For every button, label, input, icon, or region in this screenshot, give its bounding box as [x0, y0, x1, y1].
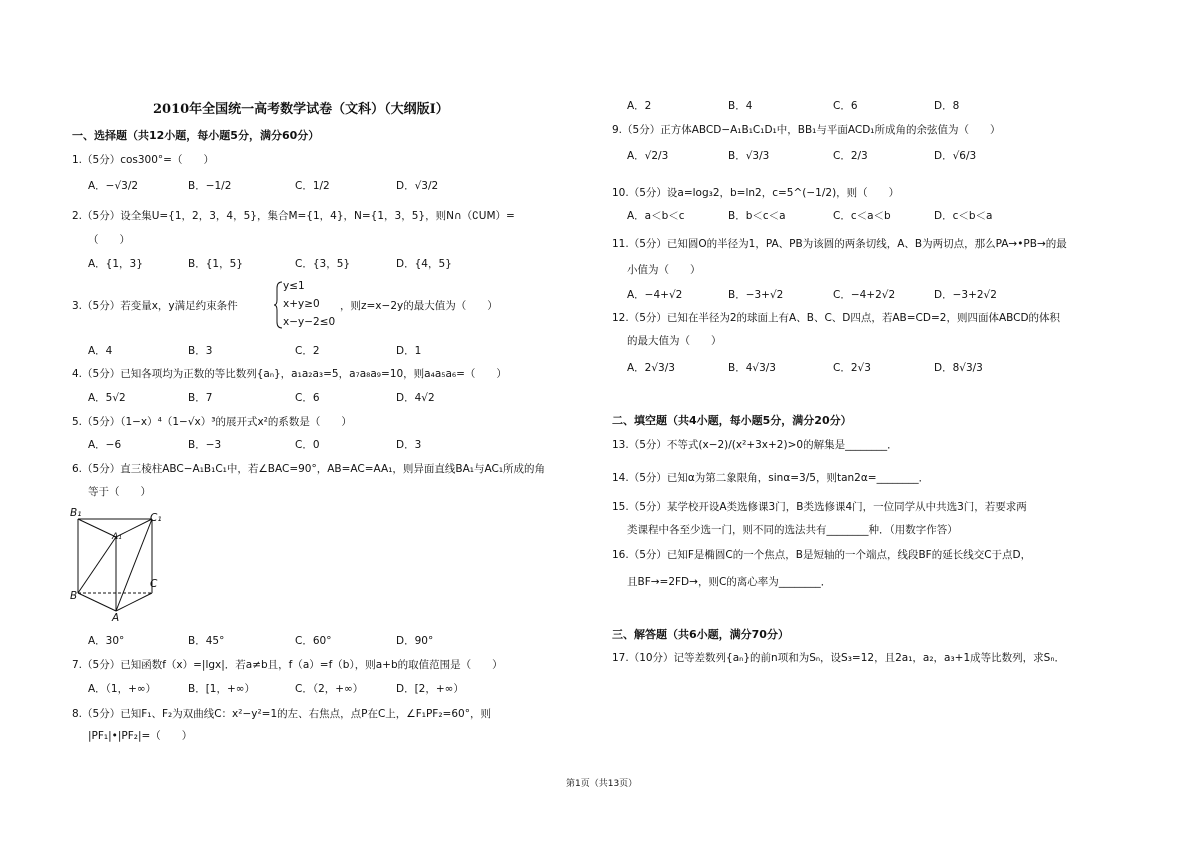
q5-option-d: D．3: [396, 439, 422, 451]
constraint-1: y≤1: [283, 280, 305, 292]
q12-option-d: D．8√3/3: [934, 362, 983, 374]
question-2-stem: 2.（5分）设全集U={1，2，3，4，5}，集合M={1，4}，N={1，3，5}，则N∩（∁UM）=: [72, 210, 515, 222]
question-11-stem-cont: 小值为（ ）: [627, 264, 701, 276]
question-13-stem: 13.（5分）不等式(x−2)/(x²+3x+2)>0的解集是________．: [612, 439, 898, 451]
label-c1: C₁: [150, 512, 162, 524]
q4-option-c: C．6: [295, 392, 320, 404]
q3-option-d: D．1: [396, 345, 422, 357]
q5-option-a: A．−6: [88, 439, 122, 451]
q5-option-c: C．0: [295, 439, 320, 451]
q7-option-c: C．（2，+∞）: [295, 683, 364, 695]
q3-option-b: B．3: [188, 345, 213, 357]
q1-option-b: B．−1/2: [188, 180, 232, 192]
q7-option-a: A．（1，+∞）: [88, 683, 157, 695]
question-6-stem-cont: 等于（ ）: [88, 486, 151, 498]
q4-option-d: D．4√2: [396, 392, 435, 404]
question-15-stem-cont: 类课程中各至少选一门，则不同的选法共有________种．（用数字作答）: [627, 524, 958, 536]
q9-option-a: A．√2/3: [627, 150, 669, 162]
label-b1: B₁: [70, 507, 82, 519]
question-14-stem: 14.（5分）已知α为第二象限角，sinα=3/5，则tan2α=________．: [612, 472, 930, 484]
q8-option-b: B．4: [728, 100, 753, 112]
q12-option-b: B．4√3/3: [728, 362, 776, 374]
q12-option-c: C．2√3: [833, 362, 871, 374]
q11-option-d: D．−3+2√2: [934, 289, 997, 301]
q2-option-d: D．{4，5}: [396, 258, 452, 270]
q9-option-c: C．2/3: [833, 150, 868, 162]
question-15-stem: 15.（5分）某学校开设A类选修课3门，B类选修课4门，一位同学从中共选3门，若要求两: [612, 501, 1027, 513]
question-4-stem: 4.（5分）已知各项均为正数的等比数列{aₙ}，a₁a₂a₃=5，a₇a₈a₉=10，则a₄a₅a₆=（ ）: [72, 368, 507, 380]
label-c: C: [150, 578, 158, 590]
q3-option-c: C．2: [295, 345, 320, 357]
question-8-stem-cont: |PF₁|•|PF₂|=（ ）: [88, 730, 193, 742]
section-heading-fill: 二、填空题（共4小题，每小题5分，满分20分）: [612, 414, 852, 427]
q12-option-a: A．2√3/3: [627, 362, 675, 374]
q8-option-d: D．8: [934, 100, 960, 112]
question-9-stem: 9.（5分）正方体ABCD−A₁B₁C₁D₁中，BB₁与平面ACD₁所成角的余弦值为（ ）: [612, 124, 1001, 136]
q11-option-b: B．−3+√2: [728, 289, 784, 301]
q5-option-b: B．−3: [188, 439, 222, 451]
question-17-stem: 17.（10分）记等差数列{aₙ}的前n项和为Sₙ，设S₃=12，且2a₁，a₂，a₃+1成等比数列，求Sₙ．: [612, 652, 1066, 664]
question-16-stem-cont: 且BF→=2FD→，则C的离心率为________．: [627, 576, 832, 588]
label-a: A: [112, 612, 120, 624]
section-heading-choice: 一、选择题（共12小题，每小题5分，满分60分）: [72, 129, 320, 142]
q2-option-a: A．{1，3}: [88, 258, 143, 270]
question-3-stem-end: ，则z=x−2y的最大值为（ ）: [340, 300, 498, 312]
q6-option-b: B．45°: [188, 635, 225, 647]
question-5-stem: 5.（5分）（1−x）⁴（1−√x）³的展开式x²的系数是（ ）: [72, 416, 352, 428]
q10-option-c: C．c＜a＜b: [833, 210, 891, 222]
q6-option-a: A．30°: [88, 635, 125, 647]
constraint-3: x−y−2≤0: [283, 316, 336, 328]
q8-option-c: C．6: [833, 100, 858, 112]
q7-option-d: D．[2，+∞）: [396, 683, 464, 695]
question-11-stem: 11.（5分）已知圆O的半径为1，PA、PB为该圆的两条切线，A、B为两切点，那么PA→•PB→的最: [612, 238, 1067, 250]
question-10-stem: 10.（5分）设a=log₃2，b=ln2，c=5^(−1/2)，则（ ）: [612, 187, 900, 199]
q10-option-a: A．a＜b＜c: [627, 210, 685, 222]
question-7-stem: 7.（5分）已知函数f（x）=|lgx|．若a≠b且，f（a）=f（b），则a+b的取值范围是（ ）: [72, 659, 503, 671]
q9-option-d: D．√6/3: [934, 150, 977, 162]
q1-option-c: C．1/2: [295, 180, 330, 192]
q3-option-a: A．4: [88, 345, 113, 357]
q6-option-d: D．90°: [396, 635, 434, 647]
q1-option-d: D．√3/2: [396, 180, 439, 192]
q10-option-d: D．c＜b＜a: [934, 210, 993, 222]
question-1-stem: 1.（5分）cos300°=（ ）: [72, 154, 214, 166]
q1-option-a: A．−√3/2: [88, 180, 139, 192]
question-12-stem: 12.（5分）已知在半径为2的球面上有A、B、C、D四点，若AB=CD=2，则四面体ABCD的体积: [612, 312, 1061, 324]
q6-option-c: C．60°: [295, 635, 332, 647]
question-3-stem: 3.（5分）若变量x，y满足约束条件: [72, 300, 238, 312]
page-footer: 第1页（共13页）: [566, 779, 638, 789]
question-2-stem-cont: （ ）: [88, 234, 130, 246]
q11-option-a: A．−4+√2: [627, 289, 683, 301]
q10-option-b: B．b＜c＜a: [728, 210, 786, 222]
q9-option-b: B．√3/3: [728, 150, 770, 162]
question-8-stem: 8.（5分）已知F₁、F₂为双曲线C：x²−y²=1的左、右焦点，点P在C上，∠F₁PF₂=60°，则: [72, 708, 491, 720]
constraint-2: x+y≥0: [283, 298, 320, 310]
question-16-stem: 16.（5分）已知F是椭圆C的一个焦点，B是短轴的一个端点，线段BF的延长线交C于点D，: [612, 549, 1032, 561]
q8-option-a: A．2: [627, 100, 652, 112]
page-title: 2010年全国统一高考数学试卷（文科）（大纲版Ⅰ）: [153, 102, 449, 117]
q7-option-b: B．[1，+∞）: [188, 683, 256, 695]
label-a1: A₁: [112, 532, 122, 542]
q11-option-c: C．−4+2√2: [833, 289, 896, 301]
q4-option-a: A．5√2: [88, 392, 126, 404]
label-b: B: [70, 590, 78, 602]
question-6-stem: 6.（5分）直三棱柱ABC−A₁B₁C₁中，若∠BAC=90°，AB=AC=AA₁，则异面直线BA₁与AC₁所成的角: [72, 463, 546, 475]
section-heading-answer: 三、解答题（共6小题，满分70分）: [612, 628, 789, 641]
q4-option-b: B．7: [188, 392, 213, 404]
question-12-stem-cont: 的最大值为（ ）: [627, 335, 722, 347]
q2-option-c: C．{3，5}: [295, 258, 351, 270]
q2-option-b: B．{1，5}: [188, 258, 243, 270]
